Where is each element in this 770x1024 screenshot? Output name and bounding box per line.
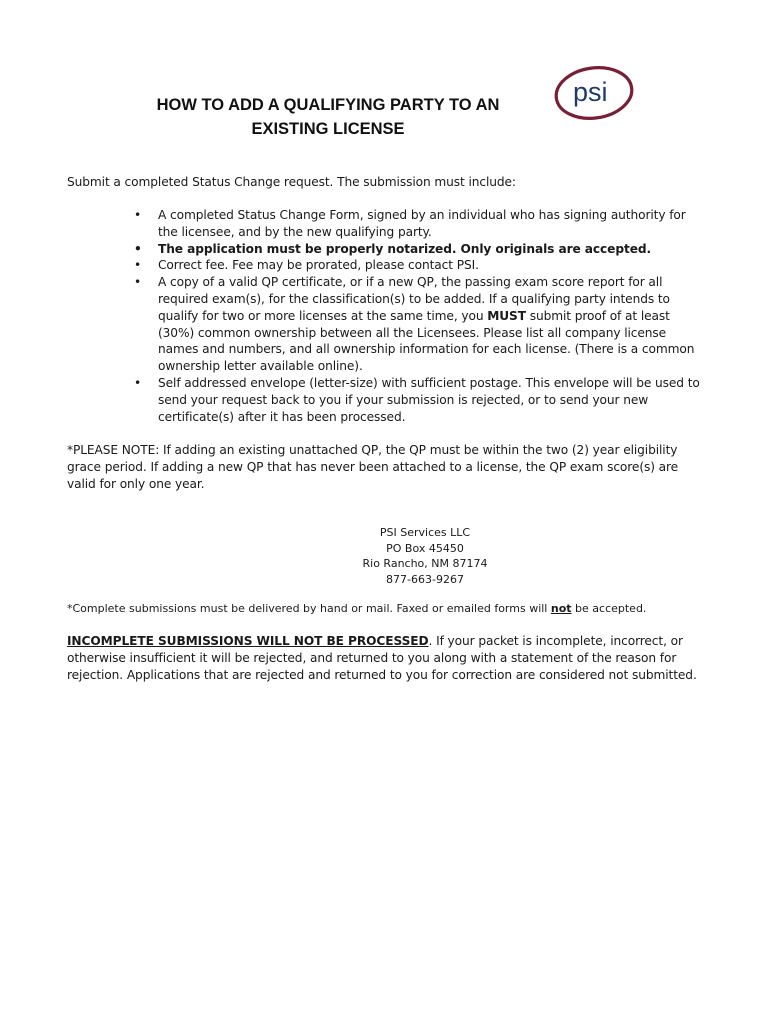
address-phone: 877-663-9267 [386, 572, 464, 586]
qp-text-before: A copy of a valid QP certificate, or if a new QP, the passing exam score report for all required exam(s), for the classification(s) to be added. If a qualifying party intends to qualify for two or more licenses at the same time, you [158, 275, 670, 323]
address-box: PO Box 45450 [386, 541, 464, 555]
mailing-address [235, 525, 615, 587]
psi-logo [553, 64, 635, 122]
list-item: • The application must be properly notarized. Only originals are accepted. [130, 241, 708, 258]
logo-text: psi [573, 77, 608, 107]
incomplete-submissions-note [67, 633, 707, 683]
complete-submissions-note [67, 601, 707, 617]
qp-text-after: submit proof of at least (30%) common ownership between all the Licensees. Please list all company license names and numbers, and all ownership information for each license. (There is a common ownership letter available online). [158, 308, 695, 374]
address-company: PSI Services LLC [379, 526, 471, 539]
title-line-2: EXISTING LICENSE [251, 120, 405, 138]
list-item [130, 274, 708, 375]
incomplete-rest: . If your packet is incomplete, incorrect, or otherwise insufficient it will be rejected, and returned to you along with a statement of the reason for rejection. Applications that are rejected and returned to you for correction are considered not submitted. [67, 634, 697, 682]
complete-before: *Complete submissions must be delivered by hand or mail. Faxed or emailed forms will [67, 602, 551, 615]
qp-emphasis: MUST [487, 308, 526, 323]
title-line-1: HOW TO ADD A QUALIFYING PARTY TO AN [156, 96, 500, 114]
please-note: *PLEASE NOTE: If adding an existing unattached QP, the QP must be within the two (2) year eligibility grace period. If adding a new QP that has never been attached to a license, the QP exam score(s) are valid for only one year. [67, 443, 679, 491]
page-title [118, 93, 538, 141]
intro-text: Submit a completed Status Change request. The submission must include: [67, 175, 516, 189]
complete-after: be accepted. [571, 602, 647, 615]
list-item: • Correct fee. Fee may be prorated, please contact PSI. [130, 257, 708, 274]
list-item: • Self addressed envelope (letter-size) with sufficient postage. This envelope will be used to send your request back to you if your submission is rejected, or to send your new certificate(s) after it has been processed. [130, 375, 708, 425]
complete-emphasis: not [550, 602, 572, 615]
address-city: Rio Rancho, NM 87174 [362, 557, 488, 570]
list-item: • A completed Status Change Form, signed by an individual who has signing authority for the licensee, and by the new qualifying party. [130, 207, 708, 241]
incomplete-lead: INCOMPLETE SUBMISSIONS WILL NOT BE PROCESSED [67, 634, 429, 648]
requirements-list [130, 207, 708, 425]
